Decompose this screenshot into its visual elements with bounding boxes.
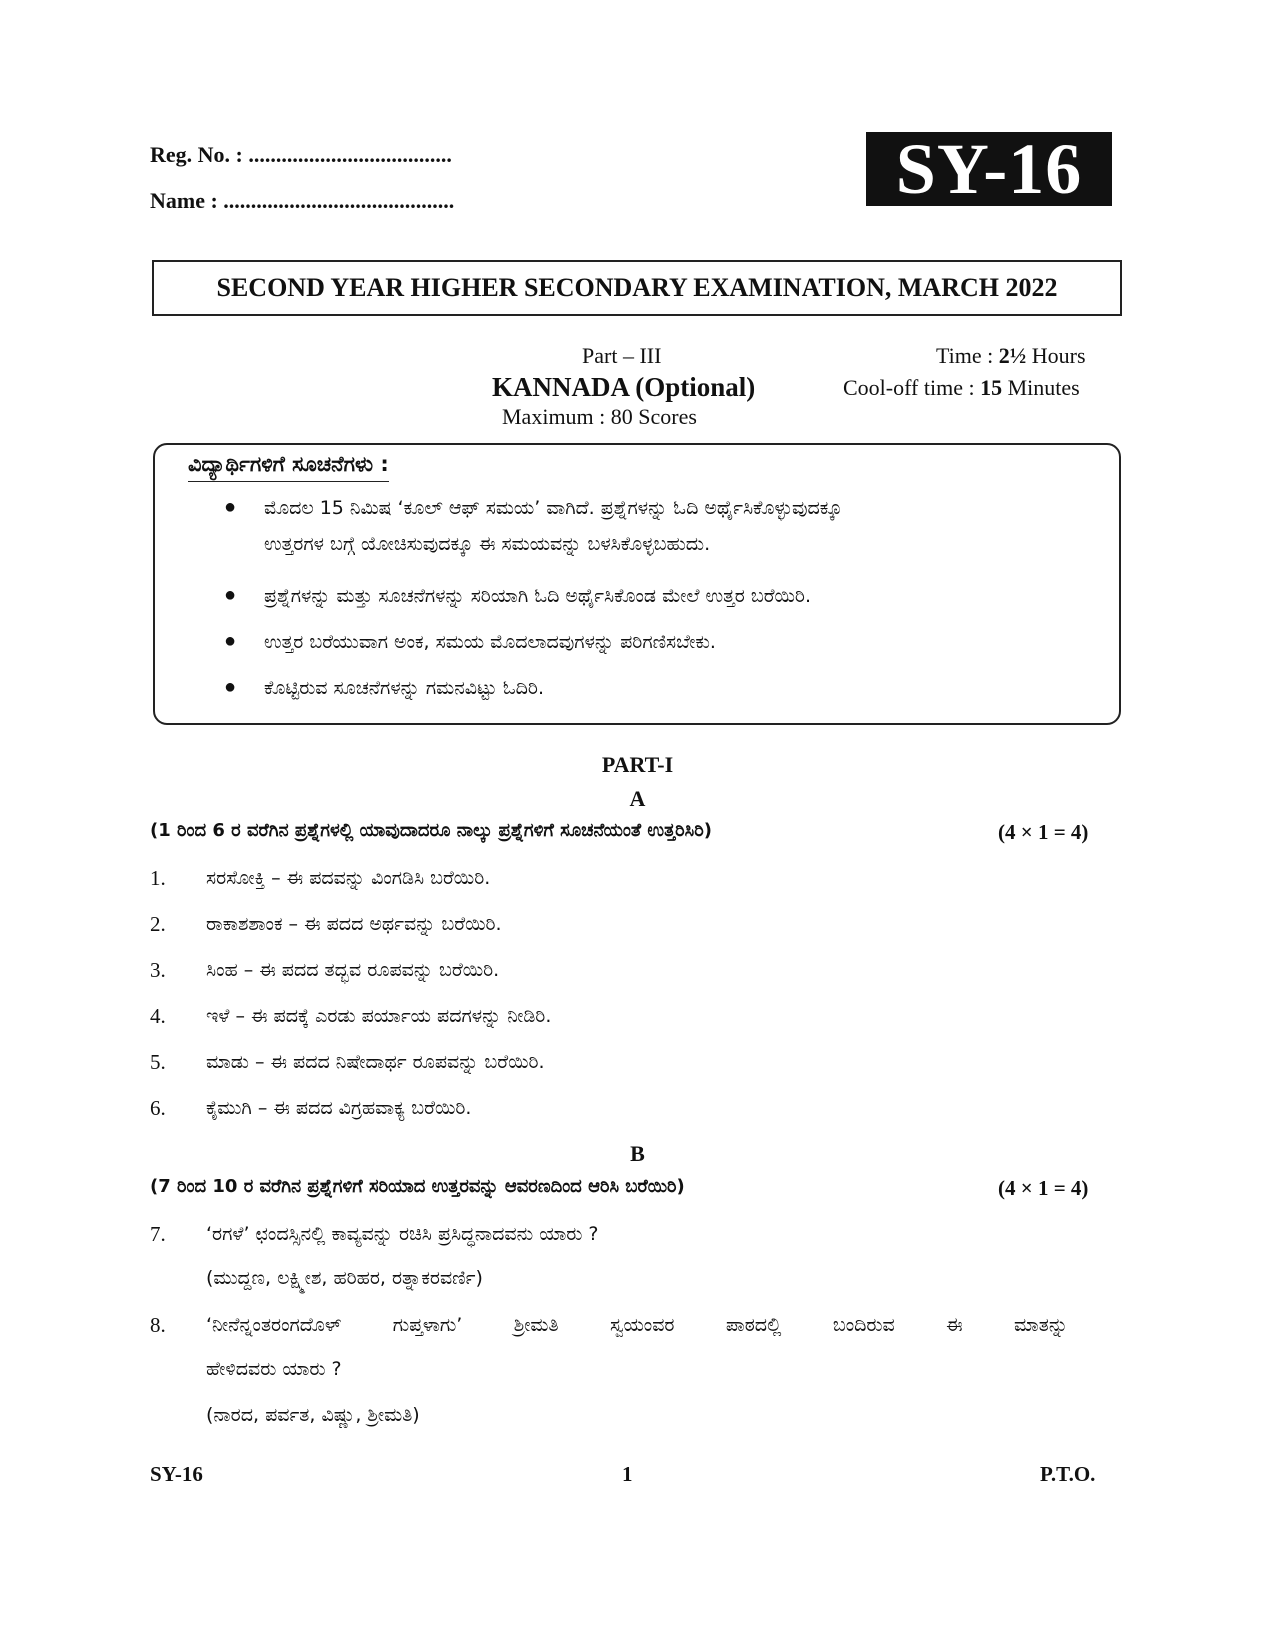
footer-code: SY-16 — [150, 1462, 203, 1486]
cooloff-label: Cool-off time : — [843, 375, 981, 400]
cooloff-unit: Minutes — [1002, 375, 1080, 400]
paper-code-badge: SY-16 — [866, 132, 1112, 206]
bullet-icon: ● — [224, 584, 237, 606]
question-number: 1. — [150, 866, 166, 890]
section-a-label: A — [629, 786, 646, 811]
time-label: Time : — [936, 343, 999, 368]
question-number: 2. — [150, 912, 166, 936]
question-text-continued: ಹೇಳಿದವರು ಯಾರು ? — [206, 1358, 342, 1380]
time-value: 2½ — [998, 343, 1027, 368]
instruction-item: ಮೊದಲ 15 ನಿಮಿಷ ‘ಕೂಲ್ ಆಫ್ ಸಮಯ’ ವಾಗಿದೆ. ಪ್ರಶ್ನೆಗಳನ್ನು ಓದಿ ಅರ್ಥೈಸಿಕೊಳ್ಳುವುದಕ್ಕೂ — [264, 497, 843, 519]
page-number: 1 — [622, 1462, 633, 1486]
question-number: 4. — [150, 1004, 166, 1028]
time-unit: Hours — [1026, 343, 1086, 368]
question-options: (ನಾರದ, ಪರ್ವತ, ವಿಷ್ಣು, ಶ್ರೀಮತಿ) — [206, 1404, 420, 1426]
instruction-item: ಪ್ರಶ್ನೆಗಳನ್ನು ಮತ್ತು ಸೂಚನೆಗಳನ್ನು ಸರಿಯಾಗಿ ಓದಿ ಅರ್ಥೈಸಿಕೊಂಡ ಮೇಲೆ ಉತ್ತರ ಬರೆಯಿರಿ. — [264, 585, 812, 607]
section-a-marks: (4 × 1 = 4) — [998, 820, 1089, 844]
question-text: ‘ನೀನೆನ್ನಂತರಂಗದೊಳ್ ಗುಪ್ತಳಾಗು’ ಶ್ರೀಮತಿ ಸ್ವಯಂವರ ಪಾಠದಲ್ಲಿ ಬಂದಿರುವ ಈ ಮಾತನ್ನು — [206, 1314, 1068, 1336]
name-field: Name : .......................................... — [150, 188, 455, 213]
question-text: ಮಾಡು – ಈ ಪದದ ನಿಷೇದಾರ್ಥ ರೂಪವನ್ನು ಬರೆಯಿರಿ. — [206, 1051, 545, 1073]
question-number: 7. — [150, 1222, 166, 1246]
bullet-icon: ● — [224, 630, 237, 652]
part-label: Part – III — [582, 343, 662, 368]
bullet-icon: ● — [224, 676, 237, 698]
part-title: PART-I — [601, 752, 674, 777]
pto-label: P.T.O. — [1040, 1462, 1096, 1486]
exam-title: SECOND YEAR HIGHER SECONDARY EXAMINATION, MARCH 2022 — [216, 273, 1058, 302]
question-text: ಕೈಮುಗಿ – ಈ ಪದದ ವಿಗ್ರಹವಾಕ್ಯ ಬರೆಯಿರಿ. — [206, 1097, 472, 1119]
question-number: 8. — [150, 1313, 166, 1337]
exam-title-box — [152, 260, 1122, 316]
reg-no-field: Reg. No. : ..................................... — [150, 142, 452, 167]
question-text: ಇಳೆ – ಈ ಪದಕ್ಕೆ ಎರಡು ಪರ್ಯಾಯ ಪದಗಳನ್ನು ನೀಡಿರಿ. — [206, 1005, 552, 1027]
section-b-direction: (7 ರಿಂದ 10 ರ ವರೆಗಿನ ಪ್ರಶ್ನೆಗಳಿಗೆ ಸರಿಯಾದ ಉತ್ತರವನ್ನು ಆವರಣದಿಂದ ಆರಿಸಿ ಬರೆಯಿರಿ) — [150, 1176, 685, 1197]
bullet-icon: ● — [224, 496, 237, 518]
section-b-marks: (4 × 1 = 4) — [998, 1176, 1089, 1200]
cooloff-time — [843, 375, 1080, 401]
section-b-label: B — [630, 1141, 645, 1166]
instruction-item: ಕೊಟ್ಟಿರುವ ಸೂಚನೆಗಳನ್ನು ಗಮನವಿಟ್ಟು ಓದಿರಿ. — [264, 677, 544, 699]
question-number: 6. — [150, 1096, 166, 1120]
time-allowed — [936, 343, 1086, 369]
question-text: ಸರಸೋಕ್ತಿ – ಈ ಪದವನ್ನು ವಿಂಗಡಿಸಿ ಬರೆಯಿರಿ. — [206, 867, 491, 889]
question-options: (ಮುದ್ದಣ, ಲಕ್ಷ್ಮೀಶ, ಹರಿಹರ, ರತ್ನಾಕರವರ್ಣಿ) — [206, 1267, 483, 1289]
instruction-item: ಉತ್ತರ ಬರೆಯುವಾಗ ಅಂಕ, ಸಮಯ ಮೊದಲಾದವುಗಳನ್ನು ಪರಿಗಣಿಸಬೇಕು. — [264, 631, 716, 653]
question-text: ಸಿಂಹ – ಈ ಪದದ ತದ್ಭವ ರೂಪವನ್ನು ಬರೆಯಿರಿ. — [206, 959, 500, 981]
subject-title: KANNADA (Optional) — [492, 372, 756, 402]
instructions-title: ವಿದ್ಯಾರ್ಥಿಗಳಿಗೆ ಸೂಚನೆಗಳು : — [188, 452, 389, 482]
max-score: Maximum : 80 Scores — [502, 404, 697, 429]
question-text: ‘ರಗಳೆ’ ಛಂದಸ್ಸಿನಲ್ಲಿ ಕಾವ್ಯವನ್ನು ರಚಿಸಿ ಪ್ರಸಿದ್ಧನಾದವನು ಯಾರು ? — [206, 1223, 599, 1245]
question-number: 5. — [150, 1050, 166, 1074]
instruction-item: ಉತ್ತರಗಳ ಬಗ್ಗೆ ಯೋಚಿಸುವುದಕ್ಕೂ ಈ ಸಮಯವನ್ನು ಬಳಸಿಕೊಳ್ಳಬಹುದು. — [264, 533, 711, 555]
question-text: ರಾಕಾಶಶಾಂಕ – ಈ ಪದದ ಅರ್ಥವನ್ನು ಬರೆಯಿರಿ. — [206, 913, 502, 935]
cooloff-value: 15 — [980, 375, 1003, 400]
question-number: 3. — [150, 958, 166, 982]
section-a-direction: (1 ರಿಂದ 6 ರ ವರೆಗಿನ ಪ್ರಶ್ನೆಗಳಲ್ಲಿ ಯಾವುದಾದರೂ ನಾಲ್ಕು ಪ್ರಶ್ನೆಗಳಿಗೆ ಸೂಚನೆಯಂತೆ ಉತ್ತರಿಸಿರಿ) — [150, 820, 712, 841]
